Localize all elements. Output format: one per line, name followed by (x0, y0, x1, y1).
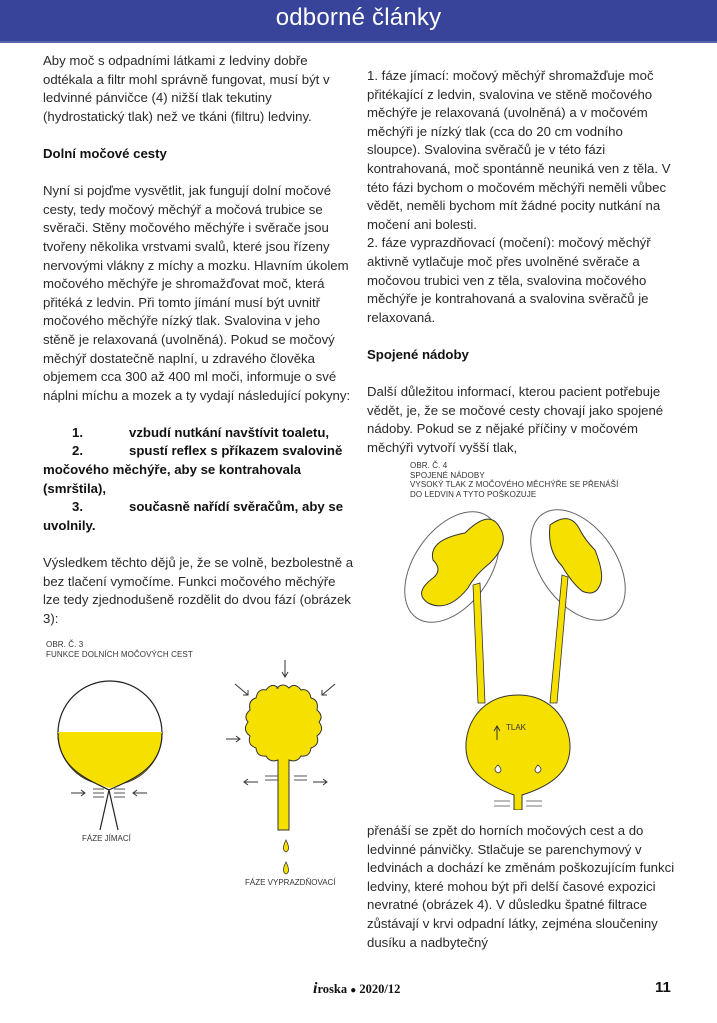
issue-number: 2020/12 (359, 982, 401, 996)
label-filling-phase: FÁZE JÍMACÍ (82, 834, 131, 843)
label-voiding-phase: FÁZE VYPRAZDŇOVACÍ (245, 878, 336, 887)
figure-3 (30, 640, 360, 900)
right-column (367, 67, 679, 457)
section-header (0, 0, 717, 43)
left-column (43, 52, 355, 628)
intro-paragraph: Aby moč s odpadními látkami z ledviny dobře odtékala a filtr mohl správně fungovat, musí být v ledvinné pánvičce (4) nižší tlak tekutiny (hydrostatický tlak) než ve tkáni (filtru) ledviny. (43, 53, 330, 124)
continuation-paragraph: přenáší se zpět do horních močových cest a do ledvinné pánvičky. Stlačuje se parenchymový v ledvinách a dochází ke změnám poškozujícím funkci ledviny, které mohou být při delší časové expozici nevratné (obrázek 4). V důsledku špatné filtrace zůstávají v krvi odpadní látky, zejména sloučeniny dusíku a nadbytečný (367, 823, 675, 950)
phase-2-paragraph: 2. fáze vyprazdňovací (močení): močový měchýř aktivně vytlačuje moč přes uvolněné svěrače a močovou trubici ven z těla, svalovina močového měchýře je kontrahovaná a svalovina svěračů je relaxovaná. (367, 235, 651, 325)
right-column-continued (367, 822, 679, 952)
list-item: 2. spustí reflex s příkazem svalovině močového měchýře, aby se kontrahovala (smrštila), (43, 443, 343, 496)
figure-4 (390, 455, 650, 810)
list-item: 1. vzbudí nutkání navštívit toaletu, (72, 424, 330, 440)
communicating-vessels-paragraph: Další důležitou informací, kterou pacient potřebuje vědět, je, že se močové cesty chovají jako spojené nádoby. Pokud se z nějaké příčiny v močovém měchýři vytvoří vyšší tlak, (367, 384, 664, 455)
label-pressure: TLAK (506, 723, 527, 732)
kidneys-bladder-illustration (390, 455, 650, 810)
closing-paragraph: Výsledkem těchto dějů je, že se volně, bezbolestně a bez tlačení vymočíme. Funkci močového měchýře lze tedy zjednodušeně rozdělit do dvou fází (obrázek 3): (43, 555, 354, 626)
heading-lower-urinary-tract: Dolní močové cesty (43, 145, 167, 161)
heading-communicating-vessels: Spojené nádoby (367, 346, 469, 362)
phase-1-paragraph: 1. fáze jímací: močový měchýř shromažďuje moč přitékající z ledvin, svalovina ve stěně močového měchýře je relaxovaná (uvolněná) a v močovém měchýři je nízký tlak (cca do 20 cm vodního sloupce). Svalovina svěračů je v této fázi kontrahovaná, moč spontánně neuniká ven z těla. V této fázi bychom o močovém měchýři neměli vůbec vědět, neměli bychom mít žádné pocity nutkání na močení ani bolesti. (367, 68, 671, 232)
magazine-logo-i: i (313, 980, 318, 997)
bladder-filling-illustration (30, 640, 360, 900)
bullet-icon: ● (350, 985, 357, 996)
page-number: 11 (655, 979, 671, 996)
figure-3-caption: OBR. Č. 3 FUNKCE DOLNÍCH MOČOVÝCH CEST (46, 640, 193, 659)
list-item: 3. současně nařídí svěračům, aby se uvolnily. (43, 499, 344, 533)
instruction-list (43, 424, 355, 536)
section-title: odborné články (275, 4, 442, 31)
body-paragraph: Nyní si pojďme vysvětlit, jak fungují dolní močové cesty, tedy močový měchýř a močová trubice se svěrači. Stěny močového měchýře i svěrače jsou tvořeny několika vrstvami svalů, které jsou řízeny nervovými vlákny z míchy a mozku. Hlavním úkolem močového měchýře je shromažďovat moč, která přitéká z ledvin. Při tomto jímání musí být uvnitř močového měchýře nízký tlak. Svalovina v jeho stěně je relaxovaná (uvolněná). Pokud se močový měchýř dostatečně naplní, u zdravého člověka objemem cca 300 až 400 ml moči, informuje o své náplni míchu a mozek a ty vydají následující pokyny: (43, 183, 351, 403)
magazine-issue: iroska ● 2020/12 (313, 980, 401, 997)
figure-4-caption: OBR. Č. 4 SPOJENÉ NÁDOBY VYSOKÝ TLAK Z MOČOVÉHO MĚCHÝŘE SE PŘENÁŠÍ DO LEDVIN A TYTO POŠKOZUJE (410, 461, 619, 499)
